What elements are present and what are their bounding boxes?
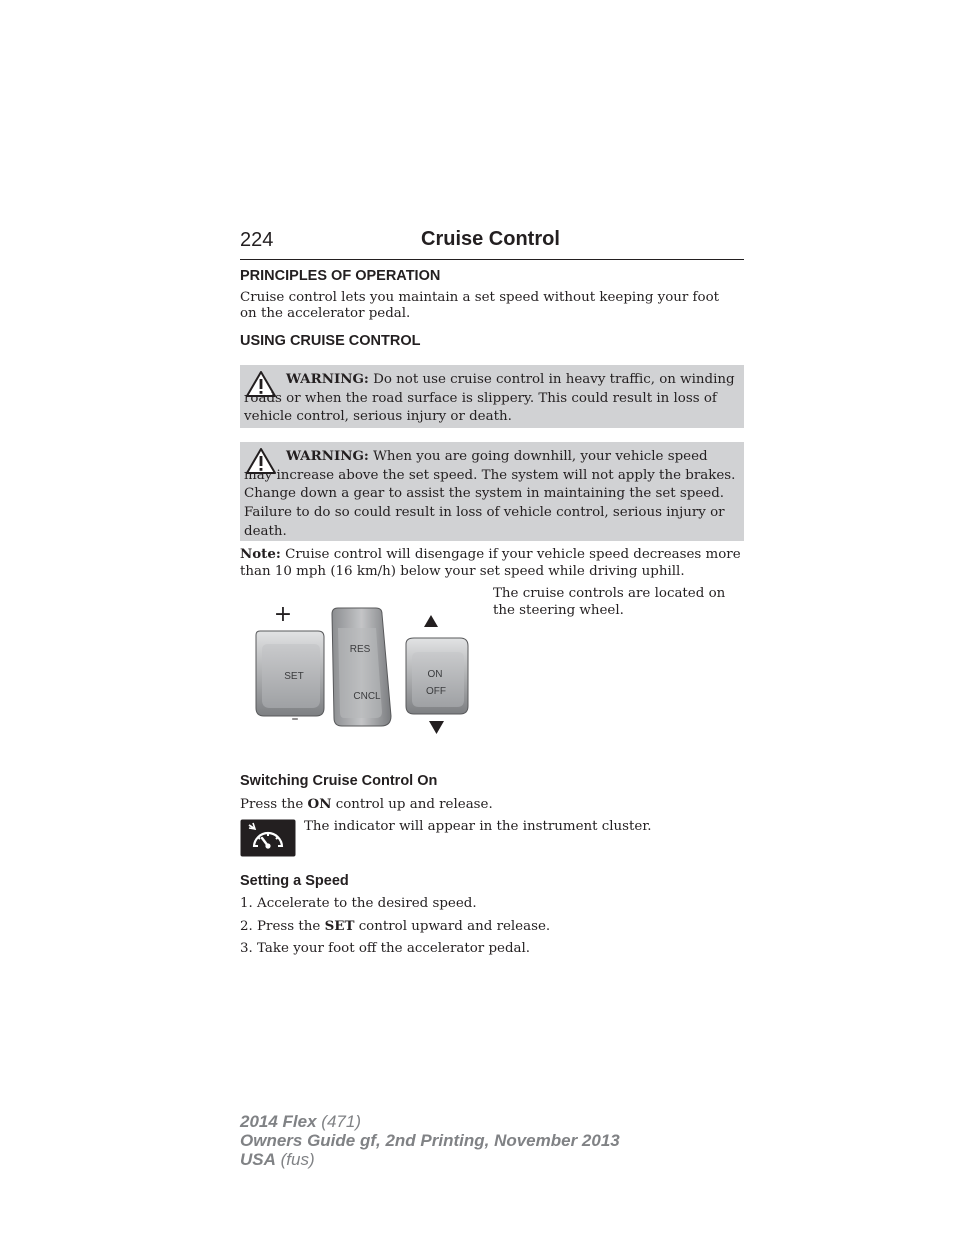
footer-model: 2014 Flex xyxy=(240,1112,317,1131)
res-cncl-button-graphic xyxy=(332,608,391,726)
controls-caption-line-2: the steering wheel. xyxy=(493,603,624,618)
step-3: 3. Take your foot off the accelerator pedal. xyxy=(240,941,531,956)
footer-line-2 xyxy=(240,1131,620,1151)
principles-line-1: Cruise control lets you maintain a set speed without keeping your foot xyxy=(240,290,720,305)
cruise-control-indicator-icon xyxy=(240,819,296,857)
warning-body-2: When you are going downhill, your vehicle speed may increase above the set speed. The system will not apply the brakes. Change down a gear to assist the system in maintaining the set speed. Failure to do so could result in loss of vehicle control, serious injury or death. xyxy=(244,449,736,539)
controls-caption-line-1: The cruise controls are located on xyxy=(493,586,726,601)
minus-symbol: – xyxy=(291,711,299,727)
controls-caption xyxy=(493,585,744,619)
warning-text-1 xyxy=(244,370,736,427)
step-2 xyxy=(240,918,744,935)
section-heading-using: USING CRUISE CONTROL xyxy=(240,333,421,349)
press-on-suffix: control up and release. xyxy=(335,797,493,812)
set-label: SET xyxy=(284,671,304,682)
cruise-controls-illustration xyxy=(248,600,478,740)
footer-model-code: (471) xyxy=(321,1112,361,1131)
page-header xyxy=(240,228,744,260)
warning-label-2: WARNING: xyxy=(286,448,369,464)
warning-label-1: WARNING: xyxy=(286,371,369,387)
press-on-bold: ON xyxy=(307,796,332,812)
on-label: ON xyxy=(427,669,443,680)
chapter-title: Cruise Control xyxy=(421,228,560,250)
press-on-text xyxy=(240,796,744,813)
page-number: 224 xyxy=(240,229,274,251)
principles-text xyxy=(240,290,744,322)
footer-line-3 xyxy=(240,1150,315,1170)
step-1: 1. Accelerate to the desired speed. xyxy=(240,896,477,911)
subheading-setting-speed: Setting a Speed xyxy=(240,873,349,889)
cncl-label: CNCL xyxy=(353,691,381,702)
off-label: OFF xyxy=(426,686,446,697)
press-on-prefix: Press the xyxy=(240,797,304,812)
indicator-text: The indicator will appear in the instrument cluster. xyxy=(304,819,652,834)
warning-body-1: Do not use cruise control in heavy traffic, on winding roads or when the road surface is slippery. This could result in loss of vehicle control, serious injury or death. xyxy=(244,372,735,425)
footer-market: USA xyxy=(240,1150,276,1169)
warning-box-1 xyxy=(240,365,744,428)
footer-line-1 xyxy=(240,1112,361,1132)
step-2-bold: SET xyxy=(324,918,355,934)
warning-text-2 xyxy=(244,447,736,542)
footer-market-code: (fus) xyxy=(280,1150,315,1169)
step-2-suffix: control upward and release. xyxy=(358,919,551,934)
section-heading-principles: PRINCIPLES OF OPERATION xyxy=(240,268,441,284)
principles-line-2: on the accelerator pedal. xyxy=(240,306,411,321)
subheading-switching-on: Switching Cruise Control On xyxy=(240,773,438,789)
step-2-prefix: 2. Press the xyxy=(240,919,321,934)
res-label: RES xyxy=(349,644,371,655)
note-line-1-text: Cruise control will disengage if your vehicle speed decreases more xyxy=(285,547,741,562)
note-paragraph xyxy=(240,546,744,580)
note-line-1 xyxy=(240,546,744,563)
plus-symbol: + xyxy=(273,602,293,627)
footer-guide: Owners Guide gf, 2nd Printing, November 2013 xyxy=(240,1131,620,1150)
note-line-2: than 10 mph (16 km/h) below your set speed while driving uphill. xyxy=(240,564,685,579)
arrow-down-icon xyxy=(429,721,444,734)
note-label: Note: xyxy=(240,546,281,562)
warning-box-2 xyxy=(240,442,744,541)
arrow-up-icon xyxy=(424,615,438,627)
